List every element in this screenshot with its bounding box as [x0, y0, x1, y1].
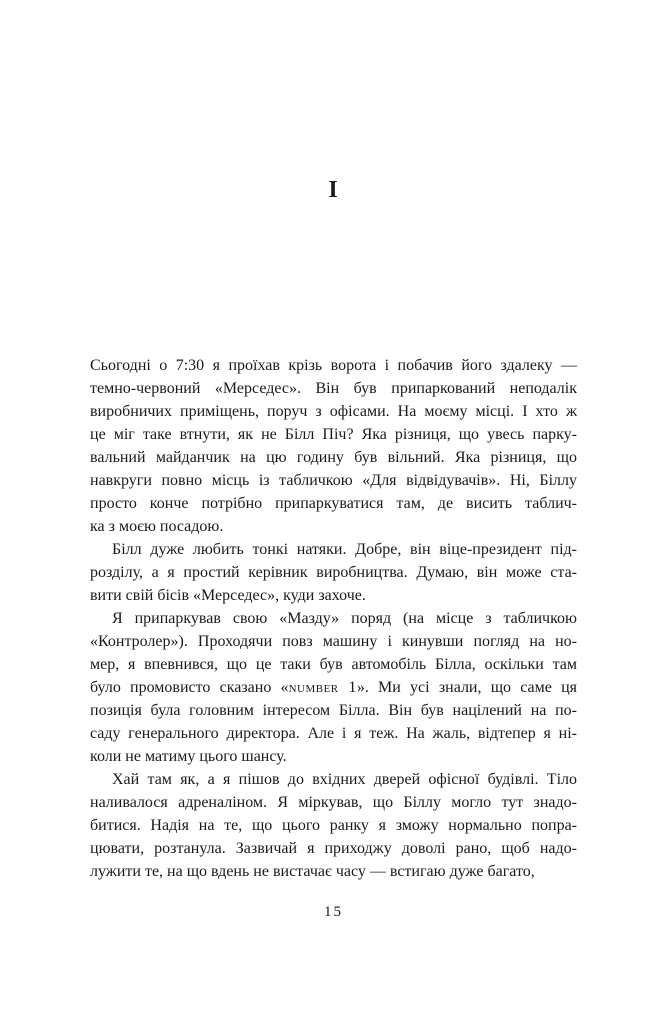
- text-line: позиція була головним інтересом Білла. Він був націлений на по-: [90, 702, 577, 719]
- text-line: саду генерального директора. Але і я теж. На жаль, відтепер я ні-: [90, 725, 577, 742]
- text-line: цювати, розтанула. Зазвичай я приходжу доволі рано, щоб надо-: [90, 840, 577, 857]
- text-line: було промовисто сказано «number 1». Ми усі знали, що саме ця: [90, 679, 578, 696]
- text-line: Сьогодні о 7:30 я проїхав крізь ворота і побачив його здалеку —: [90, 357, 577, 374]
- text-line: лужити те, на що вдень не вистачає часу — встигаю дуже багато,: [90, 863, 535, 880]
- text-line: коли не матиму цього шансу.: [90, 748, 287, 765]
- text-line: Білл дуже любить тонкі натяки. Добре, він віце-президент під-: [112, 541, 577, 558]
- license-plate-text: number 1: [288, 679, 357, 696]
- text-line: вальний майданчик на цю годину був вільний. Яка різниця, що: [90, 449, 577, 466]
- text-line: це міг таке втнути, як не Білл Піч? Яка різниця, що увесь парку-: [90, 426, 577, 443]
- text-line: вити свій бісів «Мерседес», куди захоче.: [90, 587, 366, 604]
- paragraph: [90, 354, 577, 538]
- text-block: [90, 354, 577, 883]
- text-line: ка з моєю посадою.: [90, 518, 224, 535]
- text-line: Хай там як, а я пішов до вхідних дверей офісної будівлі. Тіло: [112, 771, 577, 788]
- text-line: наливалося адреналіном. Я міркував, що Біллу могло тут знадо-: [90, 794, 577, 811]
- text-line: Я припаркував свою «Мазду» поряд (на місце з табличкою: [112, 610, 577, 627]
- page-number: 15: [324, 904, 343, 920]
- chapter-heading: I: [328, 177, 339, 203]
- paragraph: [90, 768, 577, 883]
- paragraph: [90, 607, 577, 768]
- text-line: темно-червоний «Мерседес». Він був припаркований неподалік: [90, 380, 577, 397]
- text-line: виробничих приміщень, поруч з офісами. На моєму місці. І хто ж: [90, 403, 577, 420]
- text-line: «Контролер»). Проходячи повз машину і кинувши погляд на но-: [90, 633, 577, 650]
- text-line: навкруги повно місць із табличкою «Для відвідувачів». Ні, Біллу: [90, 472, 577, 489]
- text-line: мер, я впевнився, що це таки був автомобіль Білла, оскільки там: [90, 656, 577, 673]
- text-line: розділу, а я простий керівник виробництва. Думаю, він може ста-: [90, 564, 577, 581]
- text-line: битися. Надія на те, що цього ранку я зможу нормально попра-: [90, 817, 577, 834]
- paragraph: [90, 538, 577, 607]
- text-line: просто конче потрібно припаркуватися там, де висить таблич-: [90, 495, 577, 512]
